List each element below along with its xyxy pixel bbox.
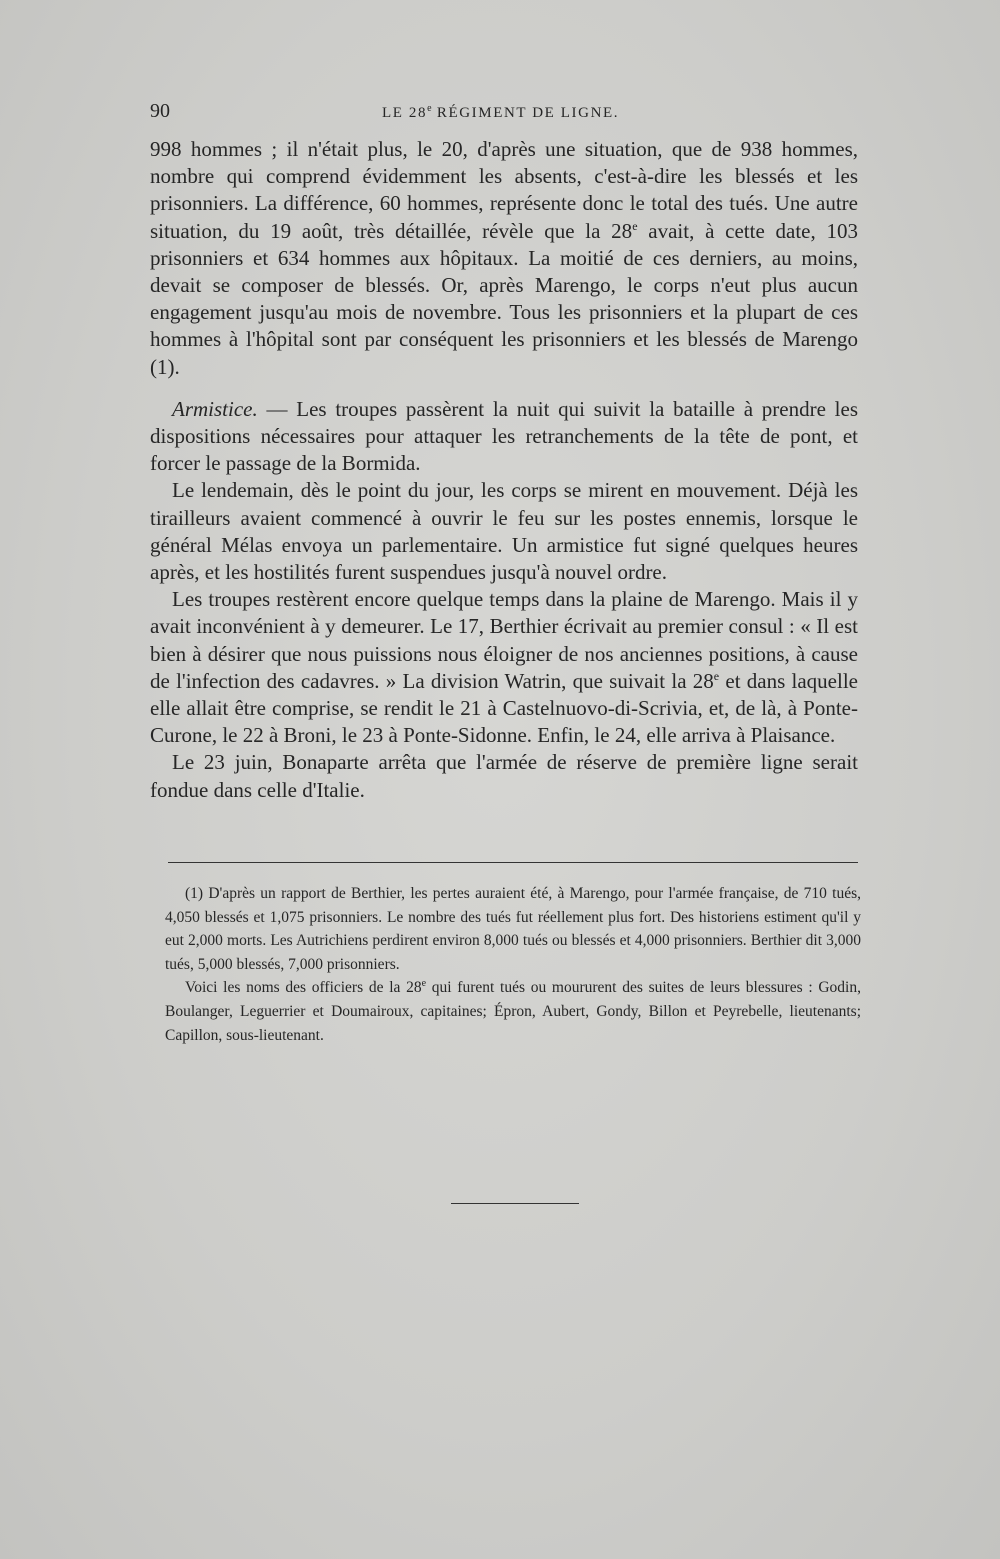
superscript: e — [713, 668, 720, 683]
main-text — [150, 136, 858, 804]
footnote-2 — [165, 976, 861, 1047]
text-run: Les troupes restèrent encore quelque temps dans la plaine de Marengo. Mais il y avait inconvénient à y demeurer. Le 17, Berthier écrivait au premier consul : « Il est bien à désirer que nous puissions nous éloigner de nos anciennes positions, à cause de l'infection des cadavres. » La division Watrin, que suivait la 28 — [150, 587, 858, 693]
paragraph-troops — [150, 586, 858, 749]
text-run: qui furent tués ou moururent des suites de leurs blessures : Godin, Boulanger, Leguerrier et Doumairoux, capitaines; Épron, Aubert, Gondy, Billon et Peyrebelle, lieutenants; Capillon, sous-lieutenant. — [165, 979, 861, 1044]
running-head — [382, 103, 619, 122]
superscript: e — [632, 218, 638, 233]
superscript: e — [421, 978, 427, 990]
page-header — [150, 100, 630, 124]
section-heading: Armistice. — [172, 396, 258, 421]
running-head-superscript: e — [427, 103, 432, 114]
footnotes — [165, 882, 861, 1047]
text-run: Voici les noms des officiers de la 28 — [185, 979, 422, 997]
footnote-divider — [168, 862, 858, 863]
running-head-part: LE 28 — [382, 105, 428, 121]
paragraph-june-23: Le 23 juin, Bonaparte arrêta que l'armée de réserve de première ligne serait fondue dans celle d'Italie. — [150, 750, 858, 802]
text-run: avait, à cette date, 103 prisonniers et 634 hommes aux hôpitaux. La moitié de ces derniers, au moins, devait se composer de blessés. Or, après Marengo, le corps n'eut plus aucun engagement jusqu'au mois de novembre. Tous les prisonniers et la plupart de ces hommes à l'hôpital sont par conséquent les prisonniers et les blessés de Marengo (1). — [150, 218, 858, 379]
text-run: 998 hommes ; il n'était plus, le 20, d'après une situation, que de 938 hommes, nombre qui comprend évidemment les absents, c'est-à-dire les blessés et les prisonniers. La différence, 60 hommes, représente donc le total des tués. Une autre situation, du 19 août, très détaillée, révèle que la 28 — [150, 137, 858, 243]
running-head-part: RÉGIMENT DE LIGNE. — [431, 105, 620, 121]
end-rule — [451, 1203, 579, 1204]
text-run: — Les troupes passèrent la nuit qui suivit la bataille à prendre les dispositions nécessaires pour attaquer les retranchements de la tête de pont, et forcer le passage de la Bormida. — [150, 396, 858, 476]
paragraph-casualties — [150, 136, 858, 381]
page-number: 90 — [150, 100, 170, 122]
footnote-1: (1) D'après un rapport de Berthier, les pertes auraient été, à Marengo, pour l'armée française, de 710 tués, 4,050 blessés et 1,075 prisonniers. Le nombre des tués fut réellement plus fort. Des historiens estiment qu'il y eut 2,000 morts. Les Autrichiens perdirent environ 8,000 tués ou blessés et 4,000 prisonniers. Berthier dit 3,000 tués, 5,000 blessés, 7,000 prisonniers. — [165, 885, 861, 973]
paragraph-next-day: Le lendemain, dès le point du jour, les corps se mirent en mouvement. Déjà les tirailleurs avaient commencé à ouvrir le feu sur les postes ennemis, lorsque le général Mélas envoya un parlementaire. Un armistice fut signé quelques heures après, et les hostilités furent suspendues jusqu'à nouvel ordre. — [150, 478, 858, 585]
text-run: et dans laquelle elle allait être comprise, se rendit le 21 à Castelnuovo-di-Scrivia, et, de là, à Ponte-Curone, le 22 à Broni, le 23 à Ponte-Sidonne. Enfin, le 24, elle arriva à Plaisance. — [150, 668, 858, 748]
paragraph-armistice — [150, 396, 858, 478]
